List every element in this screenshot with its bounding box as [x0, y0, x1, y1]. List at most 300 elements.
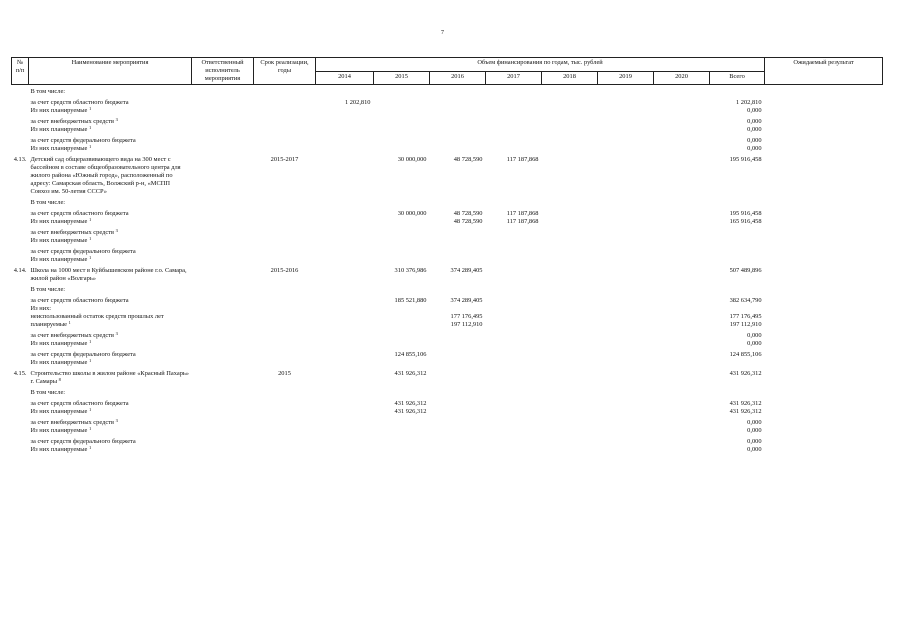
row-value-y2016 [430, 427, 486, 435]
row-value-y2016 [430, 367, 486, 386]
row-executor [192, 237, 254, 245]
row-value-y2020 [654, 207, 710, 218]
row-value-y2018 [542, 256, 598, 264]
row-period [254, 321, 316, 329]
row-value-y2015 [374, 435, 430, 446]
row-value-y2014 [316, 264, 374, 283]
page-number: 7 [441, 30, 444, 36]
row-number: 4.15. [13, 370, 27, 377]
row-value-y2017 [486, 313, 542, 321]
row-period [254, 397, 316, 408]
row-executor [192, 134, 254, 145]
row-name [29, 367, 192, 386]
row-name [29, 313, 192, 321]
row-value-total [710, 256, 765, 264]
row-value-total: 0,000 [747, 137, 762, 144]
table-row [12, 226, 883, 237]
row-name [29, 359, 192, 367]
row-name [29, 386, 192, 397]
row-value-y2017 [486, 256, 542, 264]
row-value-y2018 [542, 283, 598, 294]
footnote-mark: 3 [115, 228, 118, 233]
row-value-y2014 [316, 321, 374, 329]
row-period [254, 386, 316, 397]
row-value-y2014 [316, 145, 374, 153]
row-value-y2018 [542, 408, 598, 416]
row-number [12, 397, 29, 408]
row-value-y2014 [316, 294, 374, 305]
row-value-total: 0,000 [747, 446, 762, 453]
row-number [12, 305, 29, 313]
row-value-y2019 [598, 145, 654, 153]
row-value-y2019 [598, 283, 654, 294]
row-result [765, 126, 883, 134]
row-executor [192, 245, 254, 256]
row-number [12, 145, 29, 153]
row-period [254, 96, 316, 107]
row-result [765, 245, 883, 256]
row-name [29, 427, 192, 435]
row-value-total [710, 245, 765, 256]
row-value-y2017 [486, 245, 542, 256]
table-row [12, 85, 883, 97]
row-value-total: 0,000 [747, 340, 762, 347]
row-value-y2018 [542, 321, 598, 329]
row-name [29, 283, 192, 294]
row-value-y2015 [374, 427, 430, 435]
row-value-y2014 [316, 226, 374, 237]
row-value-y2017 [486, 134, 542, 145]
row-name-text: за счет средств областного бюджета [30, 297, 129, 304]
row-period [254, 145, 316, 153]
row-number [12, 96, 29, 107]
row-value-y2018 [542, 196, 598, 207]
row-executor [192, 329, 254, 340]
row-value-y2015 [374, 305, 430, 313]
header-executor: Ответственный исполнитель мероприятия [192, 58, 254, 85]
header-year-2017: 2017 [486, 71, 542, 85]
row-value-y2019 [598, 348, 654, 359]
row-value-y2019 [598, 134, 654, 145]
row-number [12, 435, 29, 446]
row-result [765, 226, 883, 237]
row-value-y2014 [316, 107, 374, 115]
row-result [765, 294, 883, 305]
table-row [12, 196, 883, 207]
row-period [254, 340, 316, 348]
header-name: Наименование мероприятия [29, 58, 192, 85]
row-result [765, 115, 883, 126]
footnote-mark: 1 [89, 358, 92, 363]
row-value-total: 431 926,312 [729, 370, 762, 377]
footnote-mark: 1 [89, 445, 92, 450]
row-name-text: В том числе: [30, 286, 66, 293]
row-period [254, 226, 316, 237]
row-name [29, 134, 192, 145]
row-executor [192, 218, 254, 226]
row-value-y2020 [654, 115, 710, 126]
row-period [254, 115, 316, 126]
row-value-y2020 [654, 196, 710, 207]
row-name-text: Из них планируемые [30, 107, 88, 114]
table-row [12, 348, 883, 359]
row-name [29, 226, 192, 237]
row-value-y2017 [486, 115, 542, 126]
table-row [12, 416, 883, 427]
row-value-y2019 [598, 126, 654, 134]
row-value-y2015 [374, 245, 430, 256]
row-value-total [710, 237, 765, 245]
row-value-y2016 [430, 435, 486, 446]
row-value-y2015 [374, 126, 430, 134]
row-value-y2020 [654, 256, 710, 264]
row-value-y2015 [374, 283, 430, 294]
row-value-y2016: 48 728,590 [453, 210, 483, 217]
row-value-y2016 [430, 348, 486, 359]
row-value-y2020 [654, 321, 710, 329]
row-value-y2015: 30 000,000 [397, 210, 427, 217]
row-value-y2018 [542, 359, 598, 367]
row-executor [192, 348, 254, 359]
row-value-total: 431 926,312 [729, 400, 762, 407]
row-value-y2016: 374 289,405 [450, 297, 483, 304]
row-value-y2019 [598, 196, 654, 207]
header-result: Ожидаемый результат [765, 58, 883, 85]
header-year-2018: 2018 [542, 71, 598, 85]
row-value-y2016: 48 728,590 [453, 218, 483, 225]
row-value-y2018 [542, 264, 598, 283]
row-value-y2020 [654, 313, 710, 321]
row-value-y2019 [598, 313, 654, 321]
row-value-y2016 [430, 107, 486, 115]
row-value-y2016 [430, 446, 486, 454]
row-executor [192, 115, 254, 126]
row-name-text: за счет внебюджетных средств [30, 419, 114, 426]
row-name-text: за счет средств федерального бюджета [30, 248, 136, 255]
row-value-y2017 [486, 408, 542, 416]
row-name [29, 237, 192, 245]
row-value-y2014 [316, 134, 374, 145]
row-value-total [710, 359, 765, 367]
row-value-y2019 [598, 294, 654, 305]
row-period [254, 329, 316, 340]
row-value-y2018 [542, 367, 598, 386]
row-value-y2017 [486, 196, 542, 207]
table-row-item [12, 153, 883, 196]
row-number [12, 207, 29, 218]
row-value-y2015 [374, 416, 430, 427]
row-result [765, 305, 883, 313]
footnote-mark: 1 [68, 320, 71, 325]
row-executor [192, 207, 254, 218]
row-number [12, 427, 29, 435]
row-value-y2017 [486, 305, 542, 313]
row-value-total: 0,000 [747, 107, 762, 114]
row-value-y2015 [374, 96, 430, 107]
row-name-text: Из них планируемые [30, 340, 88, 347]
row-value-y2018 [542, 245, 598, 256]
table-row [12, 237, 883, 245]
row-name [29, 446, 192, 454]
row-name-text: Из них планируемые [30, 256, 88, 263]
row-executor [192, 126, 254, 134]
row-name [29, 85, 192, 97]
row-period [254, 435, 316, 446]
row-value-total: 197 112,910 [729, 321, 762, 328]
row-result [765, 416, 883, 427]
row-value-y2018 [542, 386, 598, 397]
row-executor [192, 446, 254, 454]
row-value-total: 0,000 [747, 427, 762, 434]
table-row-item [12, 264, 883, 283]
table-row [12, 329, 883, 340]
row-value-y2016 [430, 283, 486, 294]
table-row [12, 321, 883, 329]
footnote-mark: 8 [58, 377, 61, 382]
row-result [765, 435, 883, 446]
row-executor [192, 305, 254, 313]
row-period [254, 107, 316, 115]
row-executor [192, 427, 254, 435]
row-value-y2020 [654, 427, 710, 435]
row-value-y2014 [316, 359, 374, 367]
row-value-y2020 [654, 107, 710, 115]
row-value-y2014 [316, 245, 374, 256]
row-value-y2018 [542, 134, 598, 145]
row-executor [192, 340, 254, 348]
row-value-y2016 [430, 115, 486, 126]
row-executor [192, 416, 254, 427]
row-value-y2019 [598, 305, 654, 313]
header-total: Всего [710, 71, 765, 85]
row-value-y2014 [316, 207, 374, 218]
row-result [765, 359, 883, 367]
row-value-y2020 [654, 348, 710, 359]
row-value-y2020 [654, 305, 710, 313]
row-value-y2016 [430, 386, 486, 397]
row-value-total: 0,000 [747, 419, 762, 426]
header-year-2015: 2015 [374, 71, 430, 85]
row-value-y2020 [654, 408, 710, 416]
row-value-total [710, 226, 765, 237]
row-executor [192, 321, 254, 329]
row-result [765, 313, 883, 321]
row-value-y2019 [598, 397, 654, 408]
table-row [12, 340, 883, 348]
table-row [12, 294, 883, 305]
row-value-y2019 [598, 446, 654, 454]
row-period [254, 85, 316, 97]
row-value-total: 124 855,106 [729, 351, 762, 358]
row-value-y2014 [316, 348, 374, 359]
row-result [765, 386, 883, 397]
row-period [254, 427, 316, 435]
row-value-y2019 [598, 153, 654, 196]
row-result [765, 367, 883, 386]
row-name [29, 348, 192, 359]
row-value-total [710, 305, 765, 313]
row-name-text: за счет средств областного бюджета [30, 400, 129, 407]
row-value-y2019 [598, 237, 654, 245]
row-value-y2014 [316, 283, 374, 294]
row-name-text: за счет средств областного бюджета [30, 210, 129, 217]
row-name-text: за счет внебюджетных средств [30, 332, 114, 339]
row-value-y2016 [430, 340, 486, 348]
row-value-y2014 [316, 367, 374, 386]
row-number [12, 313, 29, 321]
row-period [254, 196, 316, 207]
table-row [12, 427, 883, 435]
row-period [254, 348, 316, 359]
row-name-text: Из них планируемые [30, 408, 88, 415]
row-value-y2016 [430, 256, 486, 264]
row-name [29, 294, 192, 305]
table-row [12, 107, 883, 115]
row-value-total: 1 202,810 [735, 99, 762, 106]
table-row-item [12, 367, 883, 386]
row-result [765, 96, 883, 107]
row-number [12, 85, 29, 97]
row-name [29, 218, 192, 226]
row-name [29, 245, 192, 256]
row-period [254, 359, 316, 367]
row-name-text: Строительство школы в жилом районе «Красный Пахарь» г. Самары [30, 370, 189, 385]
row-period [254, 416, 316, 427]
row-value-y2017 [486, 237, 542, 245]
row-result [765, 196, 883, 207]
row-number [12, 294, 29, 305]
row-number [12, 446, 29, 454]
row-value-y2015 [374, 446, 430, 454]
row-result [765, 85, 883, 97]
row-value-y2017 [486, 416, 542, 427]
row-name-text: Из них: [30, 305, 52, 312]
row-value-y2017 [486, 329, 542, 340]
row-number [12, 226, 29, 237]
row-value-y2015 [374, 386, 430, 397]
row-period [254, 126, 316, 134]
table-row [12, 218, 883, 226]
row-value-y2019 [598, 207, 654, 218]
row-value-y2014 [316, 256, 374, 264]
row-value-y2015 [374, 359, 430, 367]
row-value-y2017 [486, 85, 542, 97]
table-row [12, 245, 883, 256]
row-number [12, 115, 29, 126]
row-number [12, 107, 29, 115]
row-value-y2014 [316, 408, 374, 416]
row-value-y2016: 177 176,495 [450, 313, 483, 320]
footnote-mark: 1 [89, 217, 92, 222]
row-value-y2015: 310 376,986 [394, 267, 427, 274]
row-value-y2020 [654, 283, 710, 294]
row-value-y2015 [374, 340, 430, 348]
row-value-y2017 [486, 226, 542, 237]
row-executor [192, 386, 254, 397]
row-executor [192, 359, 254, 367]
row-name-text: Из них планируемые [30, 359, 88, 366]
row-name [29, 340, 192, 348]
row-value-y2020 [654, 245, 710, 256]
row-result [765, 218, 883, 226]
row-value-y2020 [654, 145, 710, 153]
row-value-y2020 [654, 294, 710, 305]
table-row [12, 134, 883, 145]
row-result [765, 237, 883, 245]
row-number [12, 359, 29, 367]
row-period: 2015 [278, 370, 291, 377]
table-row [12, 126, 883, 134]
row-value-y2020 [654, 96, 710, 107]
row-name [29, 153, 192, 196]
row-value-y2016 [430, 408, 486, 416]
row-value-y2015: 431 926,312 [394, 408, 427, 415]
row-result [765, 340, 883, 348]
table-header [12, 58, 883, 85]
row-value-y2020 [654, 237, 710, 245]
row-value-y2016 [430, 134, 486, 145]
footnote-mark: 1 [89, 407, 92, 412]
row-value-y2017 [486, 107, 542, 115]
row-value-total: 177 176,495 [729, 313, 762, 320]
row-number [12, 321, 29, 329]
row-name-text: Школа на 1000 мест в Куйбышевском районе г.о. Самара, жилой район «Волгарь» [30, 267, 187, 282]
row-value-y2020 [654, 359, 710, 367]
row-executor [192, 196, 254, 207]
row-value-total: 0,000 [747, 145, 762, 152]
row-result [765, 408, 883, 416]
row-name-text: неиспользованный остаток средств прошлых лет [30, 313, 164, 320]
row-value-y2017 [486, 427, 542, 435]
row-value-y2017 [486, 348, 542, 359]
row-value-y2016 [430, 126, 486, 134]
header-year-2016: 2016 [430, 71, 486, 85]
row-value-y2018 [542, 237, 598, 245]
row-executor [192, 145, 254, 153]
row-value-y2019 [598, 256, 654, 264]
row-name [29, 126, 192, 134]
row-value-y2014 [316, 386, 374, 397]
row-executor [192, 153, 254, 196]
row-value-y2018 [542, 96, 598, 107]
row-name-text: Из них планируемые [30, 126, 88, 133]
row-value-total: 195 916,458 [729, 156, 762, 163]
row-name [29, 145, 192, 153]
row-value-y2020 [654, 386, 710, 397]
row-executor [192, 85, 254, 97]
row-name-text: за счет средств областного бюджета [30, 99, 129, 106]
row-number [12, 245, 29, 256]
row-value-y2015: 431 926,312 [394, 370, 427, 377]
row-value-y2017 [486, 96, 542, 107]
row-value-y2018 [542, 294, 598, 305]
row-result [765, 153, 883, 196]
row-value-y2014 [316, 397, 374, 408]
row-value-total [710, 85, 765, 97]
row-value-y2019 [598, 96, 654, 107]
row-value-total: 0,000 [747, 332, 762, 339]
row-name-text: за счет внебюджетных средств [30, 118, 114, 125]
row-value-y2016 [430, 226, 486, 237]
funding-table [11, 57, 883, 454]
row-value-y2019 [598, 386, 654, 397]
row-period [254, 283, 316, 294]
row-value-y2016: 197 112,910 [450, 321, 483, 328]
footnote-mark: 1 [89, 106, 92, 111]
row-value-y2014: 1 202,810 [344, 99, 371, 106]
row-number [12, 329, 29, 340]
row-value-y2019 [598, 218, 654, 226]
